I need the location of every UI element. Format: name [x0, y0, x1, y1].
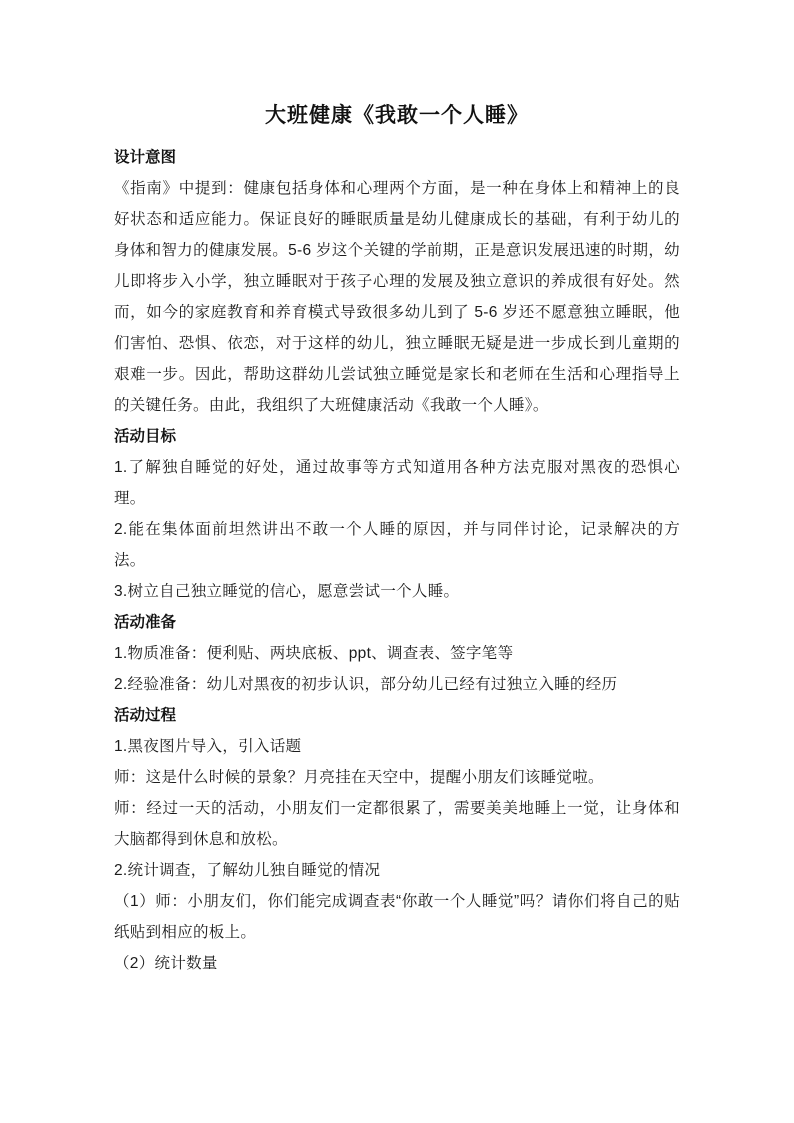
- preparation-item-material: 1.物质准备：便利贴、两块底板、ppt、调查表、签字笔等: [114, 645, 514, 662]
- section-heading-activity-preparation: 活动准备: [114, 614, 177, 631]
- survey-substep-2: （2）统计数量: [114, 955, 218, 972]
- section-heading-design-intent: 设计意图: [114, 149, 177, 166]
- process-step-2-survey: 2.统计调查，了解幼儿独自睡觉的情况: [114, 862, 381, 879]
- preparation-item-experience: 2.经验准备：幼儿对黑夜的初步认识，部分幼儿已经有过独立入睡的经历: [114, 676, 618, 693]
- document-title: 大班健康《我敢一个人睡》: [265, 104, 529, 127]
- design-intent-paragraph: 《指南》中提到：健康包括身体和心理两个方面，是一种在身体上和精神上的良好状态和适应能力。保证良好的睡眠质量是幼儿健康成长的基础，有利于幼儿的身体和智力的健康发展。5-6 岁这个关键的学前期，正是意识发展迅速的时期，幼儿即将步入小学，独立睡眠对于孩子心理的发展及独立意识的养成很有好处。然而，如今的家庭教育和养育模式导致很多幼儿到了 5-6 岁还不愿意独立睡眠，他们害怕、恐惧、依恋，对于这样的幼儿，独立睡眠无疑是进一步成长到儿童期的艰难一步。因此，帮助这群幼儿尝试独立睡觉是家长和老师在生活和心理指导上的关键任务。由此，我组织了大班健康活动《我敢一个人睡》。: [114, 180, 680, 414]
- goal-item-1: 1.了解独自睡觉的好处，通过故事等方式知道用各种方法克服对黑夜的恐惧心理。: [114, 459, 680, 507]
- goal-item-3: 3.树立自己独立睡觉的信心，愿意尝试一个人睡。: [114, 583, 460, 600]
- goal-item-2: 2.能在集体面前坦然讲出不敢一个人睡的原因，并与同伴讨论，记录解决的方法。: [114, 521, 680, 569]
- teacher-line-2: 师：经过一天的活动，小朋友们一定都很累了，需要美美地睡上一觉，让身体和大脑都得到休息和放松。: [114, 800, 680, 848]
- section-heading-activity-process: 活动过程: [114, 707, 177, 724]
- teacher-line-1: 师：这是什么时候的景象？月亮挂在天空中，提醒小朋友们该睡觉啦。: [114, 769, 604, 786]
- section-heading-activity-goals: 活动目标: [114, 428, 177, 445]
- process-step-1-intro: 1.黑夜图片导入，引入话题: [114, 738, 302, 755]
- survey-substep-1: （1）师：小朋友们，你们能完成调查表“你敢一个人睡觉”吗？请你们将自己的贴纸贴到相应的板上。: [114, 893, 680, 941]
